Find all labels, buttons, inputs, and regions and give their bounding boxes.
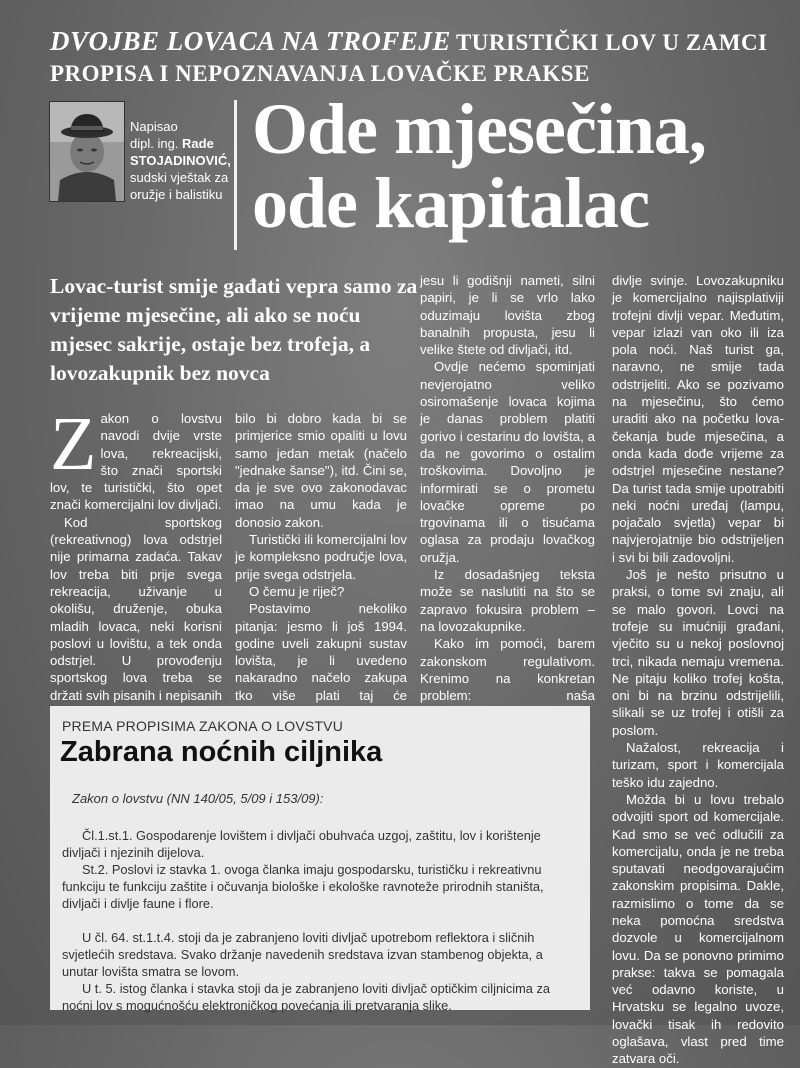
paragraph: Možda bi u lovu trebalo odvojiti sport od komercijale. Kad smo se već odlučili za komercijalu, onda je ne treba sputavati neodgovarajućim zakonskim propisima. Dakle, razmislimo o tome da se neka pomoćna sredstva dozvole u komercijalnom lovu. Da se ponovno primimo prakse: takva se pomagala već odavno koriste, u Hrvatsku se legalno uvoze, lovački tisak ih redovito oglašava, vlast pred time zatvara oči. (612, 791, 784, 1067)
header-divider (234, 100, 237, 250)
kicker-rest: TURISTIČKI LOV U ZAMCI (455, 30, 768, 55)
box-body (62, 827, 580, 1014)
box-paragraph: U t. 5. istog članka i stavka stoji da je zabranjeno loviti divljač optičkim ciljnicima za noćni lov s mogućnošću elektroničkog povećanja ili pretvaranja slike. (62, 981, 550, 1013)
byline-label: Napisao (130, 119, 178, 134)
box-source: Zakon o lovstvu (NN 140/05, 5/09 i 153/09): (72, 791, 324, 806)
paragraph: Postavimo nekoliko pitanja: jesmo li još 1994. godine uveli zakupni sustav lovišta, je li uvedeno nakaradno načelo zakupa tko više plati taj će (235, 601, 407, 703)
box-paragraph: Čl.1.st.1. Gospodarenje lovištem i divljači obuhvaća uzgoj, zaštitu, lov i korištenje divljači i njezinih dijelova. (62, 828, 541, 860)
paragraph: Nažalost, rekreacija i turizam, sport i komercijala teško idu zajedno. (612, 740, 784, 790)
kicker-line2: PROPISA I NEPOZNAVANJA LOVAČKE PRAKSE (50, 61, 590, 86)
author-photo (49, 101, 125, 202)
lede: Lovac-turist smije gađati vepra samo za vrijeme mjesečine, ali ako se noću mjesec sakrije, ostaje bez trofeja, a lovozakupnik bez novca (50, 274, 418, 385)
headline-line1: Ode mjesečina, (252, 89, 706, 169)
article-column-1 (50, 402, 222, 721)
box-kicker: PREMA PROPISIMA ZAKONA O LOVSTVU (62, 718, 344, 734)
sidebar-box (50, 706, 590, 1013)
paragraph: Kod sportskog (rekreativnog) lova odstrjel nije primarna zadaća. Takav lov treba biti prije svega rekreacija, uživanje u okolišu, druženje, obuka mladih lovaca, neki korisni poslovi u lovištu, a tek onda odstrjel. U provođenju sportskog lova treba se držati svih pisanih i nepisanih (50, 514, 222, 703)
paragraph: Kako im pomoći, barem zakonskom regulativom. Krenimo na konkretan problem: naša (420, 636, 595, 704)
drop-cap: Z (50, 402, 97, 486)
box-paragraph: St.2. Poslovi iz stavka 1. ovoga članka imaju gospodarsku, turističku i rekreativnu funkciju te funkciju zaštite i očuvanja biološke i ekološke ravnoteže prirodnih staništa, divljači i divlje faune i flore. (62, 862, 544, 911)
box-paragraph: U čl. 64. st.1.t.4. stoji da je zabranjeno loviti divljač upotrebom reflektora i sličnih svjetlećih sredstava. Svako držanje navedenih sredstava izvan stambenog objekta, a unutar lovišta smatra se lovom. (62, 930, 543, 979)
article-column-4 (612, 272, 784, 1068)
paragraph: Još je nešto prisutno u praksi, o tome svi znaju, ali se malo govori. Lovci na trofeje su imućniji građani, vječito su u nekoj poslovnoj trci, nikada nemaju vremena. Ne pitaju koliko trofej košta, oni bi na brzinu odstrijelili, slikali se uz trofej i otišli za poslom. (612, 567, 784, 738)
paragraph: Zakon o lovstvu navodi dvije vrste lova, rekreacijski, što znači sportski lov, te turistički, što opet znači komercijalni lov divljači. (50, 402, 222, 513)
byline (130, 118, 240, 203)
paragraph: bilo bi dobro kada bi se primjerice smio opaliti u lovu samo jedan metak (načelo "jednake šanse"), itd. Čini se, da je sve ovo zakonodavac imao na umu kada je donosio zakon. (235, 411, 407, 530)
kicker-italic: DVOJBE LOVACA NA TROFEJE (50, 26, 451, 56)
paragraph: O čemu je riječ? (249, 583, 345, 599)
article-column-2 (235, 410, 407, 721)
kicker (50, 26, 790, 87)
headline-line2: ode kapitalac (252, 163, 650, 243)
paragraph: Iz dosadašnjeg teksta može se naslutiti na što se zapravo fokusira problem – na lovozakupnike. (420, 567, 595, 634)
paragraph: Ovdje nećemo spominjati nevjerojatno veliko osiromašenje lovaca kojima je danas problem platiti gorivo i cestarinu do lovišta, a da ne govorimo o ostalim troškovima. Dovoljno je informirati se o prometu lovačke opreme po trgovinama ili o tisućama oglasa za prodaju lovačkog oružja. (420, 359, 595, 565)
paragraph: divlje svinje. Lovozakupniku je komercijalno najisplativiji trofejni divlji vepar. Međutim, vepar izlazi van oko ili iza pola noći. Naš turist ga, naravno, ne smije tada odstrijeliti. Ako se pozivamo na mjesečinu, što ćemo uraditi ako na početku lova-čekanja bude mjesečina, a onda kada dođe vrijeme za odstrjel mjesečine nestane? Da turist tada smije upotrabiti neki noćni uređaj (lampu, pojačalo svjetla) vepar bi najvjerojatnije bio odstrijeljen i svi bi bili zadovoljni. (612, 273, 784, 565)
headline (252, 89, 792, 243)
author-portrait-icon (50, 102, 124, 201)
paragraph: jesu li godišnji nameti, silni papiri, je li se vrlo lako oduzimaju lovišta zbog banalnih propusta, jesu li velike štete od divljači, itd. (420, 273, 595, 358)
paragraph: Turistički ili komercijalni lov je kompleksno područje lova, prije svega odstrjela. (235, 532, 407, 582)
byline-firstname: Rade (182, 136, 214, 151)
byline-lastname: STOJADINOVIĆ, (130, 153, 231, 168)
byline-title: dipl. ing. (130, 136, 179, 151)
byline-role: sudski vještak za oružje i balistiku (130, 170, 229, 202)
box-title: Zabrana noćnih ciljnika (60, 736, 383, 768)
article-column-3 (420, 272, 595, 739)
